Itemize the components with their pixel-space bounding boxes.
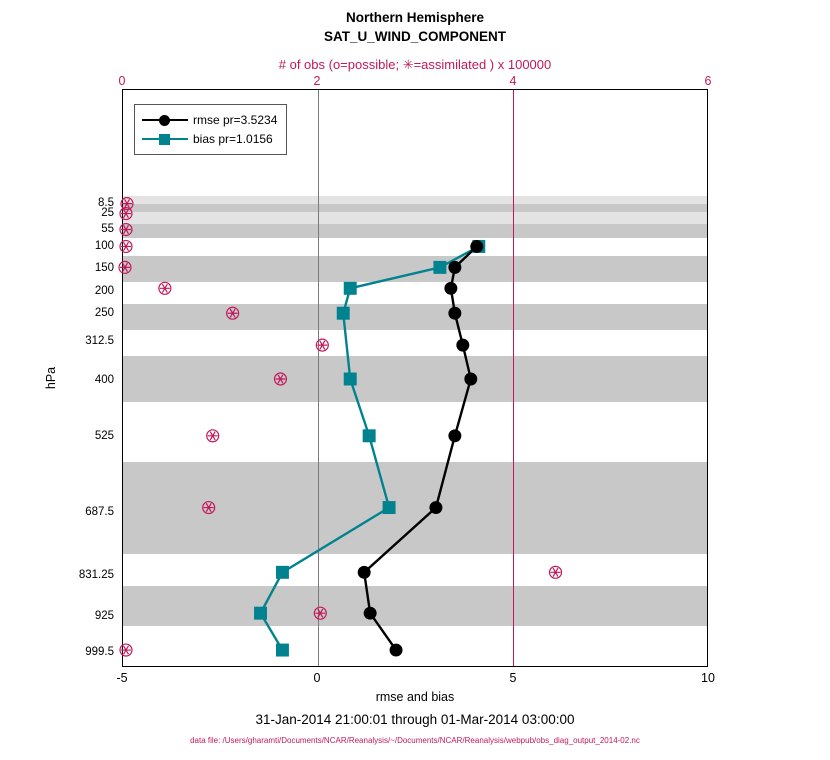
title-line-2: SAT_U_WIND_COMPONENT: [323, 29, 506, 44]
y-tick-250: 250: [94, 307, 114, 319]
y-axis-label: hPa: [44, 366, 58, 390]
square-marker-icon: [159, 134, 170, 145]
top-tick-3: 6: [704, 74, 712, 88]
y-tick-200: 200: [94, 285, 114, 297]
rmse-line: [364, 246, 477, 650]
y-tick-831.25: 831.25: [78, 569, 114, 581]
y-tick-55: 55: [101, 223, 114, 235]
legend: [134, 104, 287, 155]
bias-markers: [255, 240, 485, 656]
bottom-tick-1: 0: [313, 671, 321, 685]
y-tick-25: 25: [101, 207, 114, 219]
footer-file-line: data file: /Users/gharamti/Documents/NCAR/Reanalysis/~/Documents/NCAR/Reanalysis/webpub/obs_diag_output_2014-02.nc: [190, 736, 640, 745]
bottom-tick-3: 10: [701, 671, 715, 685]
y-tick-150: 150: [94, 262, 114, 274]
legend-label-bias: bias pr=1.0156: [193, 131, 273, 146]
bottom-tick-0: -5: [116, 671, 128, 685]
bias-line: [261, 246, 479, 650]
y-tick-999.5: 999.5: [85, 646, 114, 658]
bottom-tick-2: 5: [509, 671, 517, 685]
title-line-1: Northern Hemisphere: [345, 10, 485, 25]
y-tick-100: 100: [94, 240, 114, 252]
footer-date-range: 31-Jan-2014 21:00:01 through 01-Mar-2014 03:00:00: [255, 712, 575, 727]
top-tick-1: 2: [313, 74, 321, 88]
plot-area: [122, 89, 708, 667]
data-overlay: [123, 90, 707, 666]
legend-item-rmse[interactable]: [142, 110, 277, 129]
y-tick-687.5: 687.5: [85, 506, 114, 518]
page-title: [0, 8, 830, 46]
y-tick-525: 525: [94, 430, 114, 442]
legend-sample-bias: [142, 131, 188, 147]
legend-item-bias[interactable]: [142, 129, 277, 148]
x-axis-label: rmse and bias: [375, 690, 455, 704]
y-tick-925: 925: [94, 610, 114, 622]
y-tick-400: 400: [94, 374, 114, 386]
obs-assimilated-markers: [119, 198, 561, 656]
circle-marker-icon: [159, 115, 170, 126]
legend-label-rmse: rmse pr=3.5234: [193, 112, 278, 127]
y-tick-312.5: 312.5: [85, 335, 114, 347]
top-tick-2: 4: [509, 74, 517, 88]
legend-sample-rmse: [142, 112, 188, 128]
top-axis-label: # of obs (o=possible; ✳=assimilated ) x 100000: [278, 57, 552, 72]
y-tick-8.5: 8.5: [98, 197, 114, 209]
top-tick-0: 0: [118, 74, 126, 88]
rmse-markers: [358, 240, 484, 657]
